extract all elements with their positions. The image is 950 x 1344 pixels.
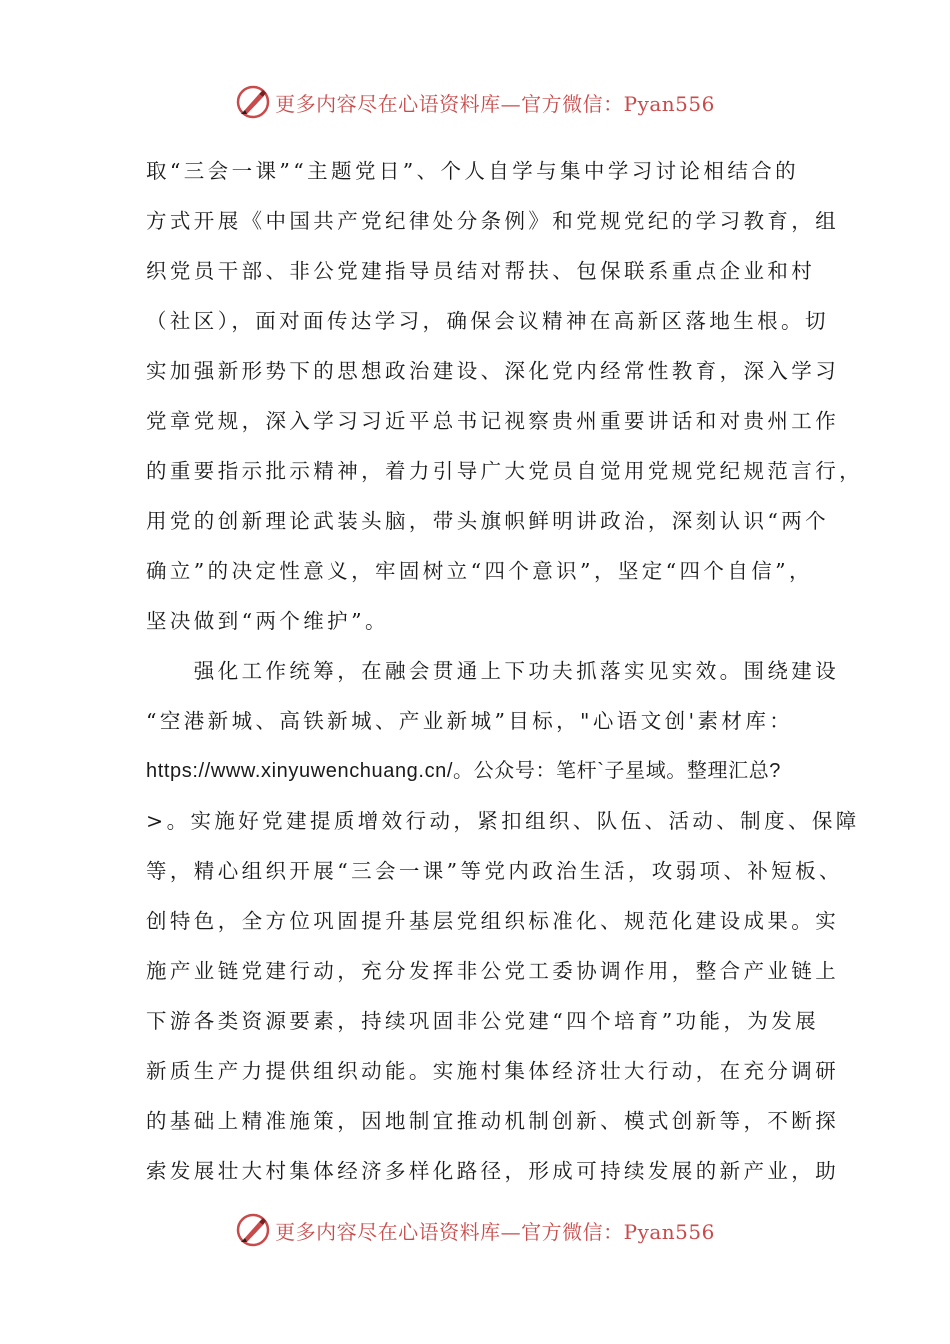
body-line: 用党的创新理论武装头脑，带头旗帜鲜明讲政治，深刻认识“两个 [146,509,830,533]
footer-banner [0,1208,950,1252]
body-line: 的重要指示批示精神，着力引导广大党员自觉用党规党纪规范言行， [146,459,863,483]
body-line: 索发展壮大村集体经济多样化路径，形成可持续发展的新产业，助 [146,1159,840,1183]
body-line: 取“三会一课”“主题党日”、个人自学与集中学习讨论相结合的 [146,159,800,183]
body-line: 新质生产力提供组织动能。实施村集体经济壮大行动，在充分调研 [146,1059,840,1083]
body-line: 方式开展《中国共产党纪律处分条例》和党规党纪的学习教育，组 [146,209,840,233]
body-line-url: https://www.xinyuwenchuang.cn/。公众号：笔杆`子星域。整理汇总? [146,760,782,782]
body-line: 党章党规，深入学习习近平总书记视察贵州重要讲话和对贵州工作 [146,409,840,433]
body-line: 织党员干部、非公党建指导员结对帮扶、包保联系重点企业和村 [146,259,816,283]
body-line: “空港新城、高铁新城、产业新城”目标，"心语文创'素材库： [146,709,794,733]
body-line: 实加强新形势下的思想政治建设、深化党内经常性教育，深入学习 [146,359,840,383]
body-line: >。实施好党建提质增效行动，紧扣组织、队伍、活动、制度、保障 [146,809,860,833]
body-line: 创特色，全方位巩固提升基层党组织标准化、规范化建设成果。实 [146,909,840,933]
body-line: （社区），面对面传达学习，确保会议精神在高新区落地生根。切 [146,309,829,333]
document-body [146,146,863,1196]
body-line: 等，精心组织开展“三会一课”等党内政治生活，攻弱项、补短板、 [146,859,843,883]
header-banner-text: 更多内容尽在心语资料库—官方微信：Pyan556 [275,91,715,116]
body-line: 确立”的决定性意义，牢固树立“四个意识”，坚定“四个自信”， [146,559,813,583]
body-line: 施产业链党建行动，充分发挥非公党工委协调作用，整合产业链上 [146,959,840,983]
header-banner [0,80,950,124]
body-line: 强化工作统筹，在融会贯通上下功夫抓落实见实效。围绕建设 [146,659,840,683]
footer-banner-text: 更多内容尽在心语资料库—官方微信：Pyan556 [275,1219,715,1244]
body-line: 坚决做到“两个维护”。 [146,609,389,633]
pen-logo-icon [235,1212,271,1248]
body-line: 的基础上精准施策，因地制宜推动机制创新、模式创新等，不断探 [146,1109,840,1133]
body-line: 下游各类资源要素，持续巩固非公党建“四个培育”功能，为发展 [146,1009,820,1033]
pen-logo-icon [235,84,271,120]
